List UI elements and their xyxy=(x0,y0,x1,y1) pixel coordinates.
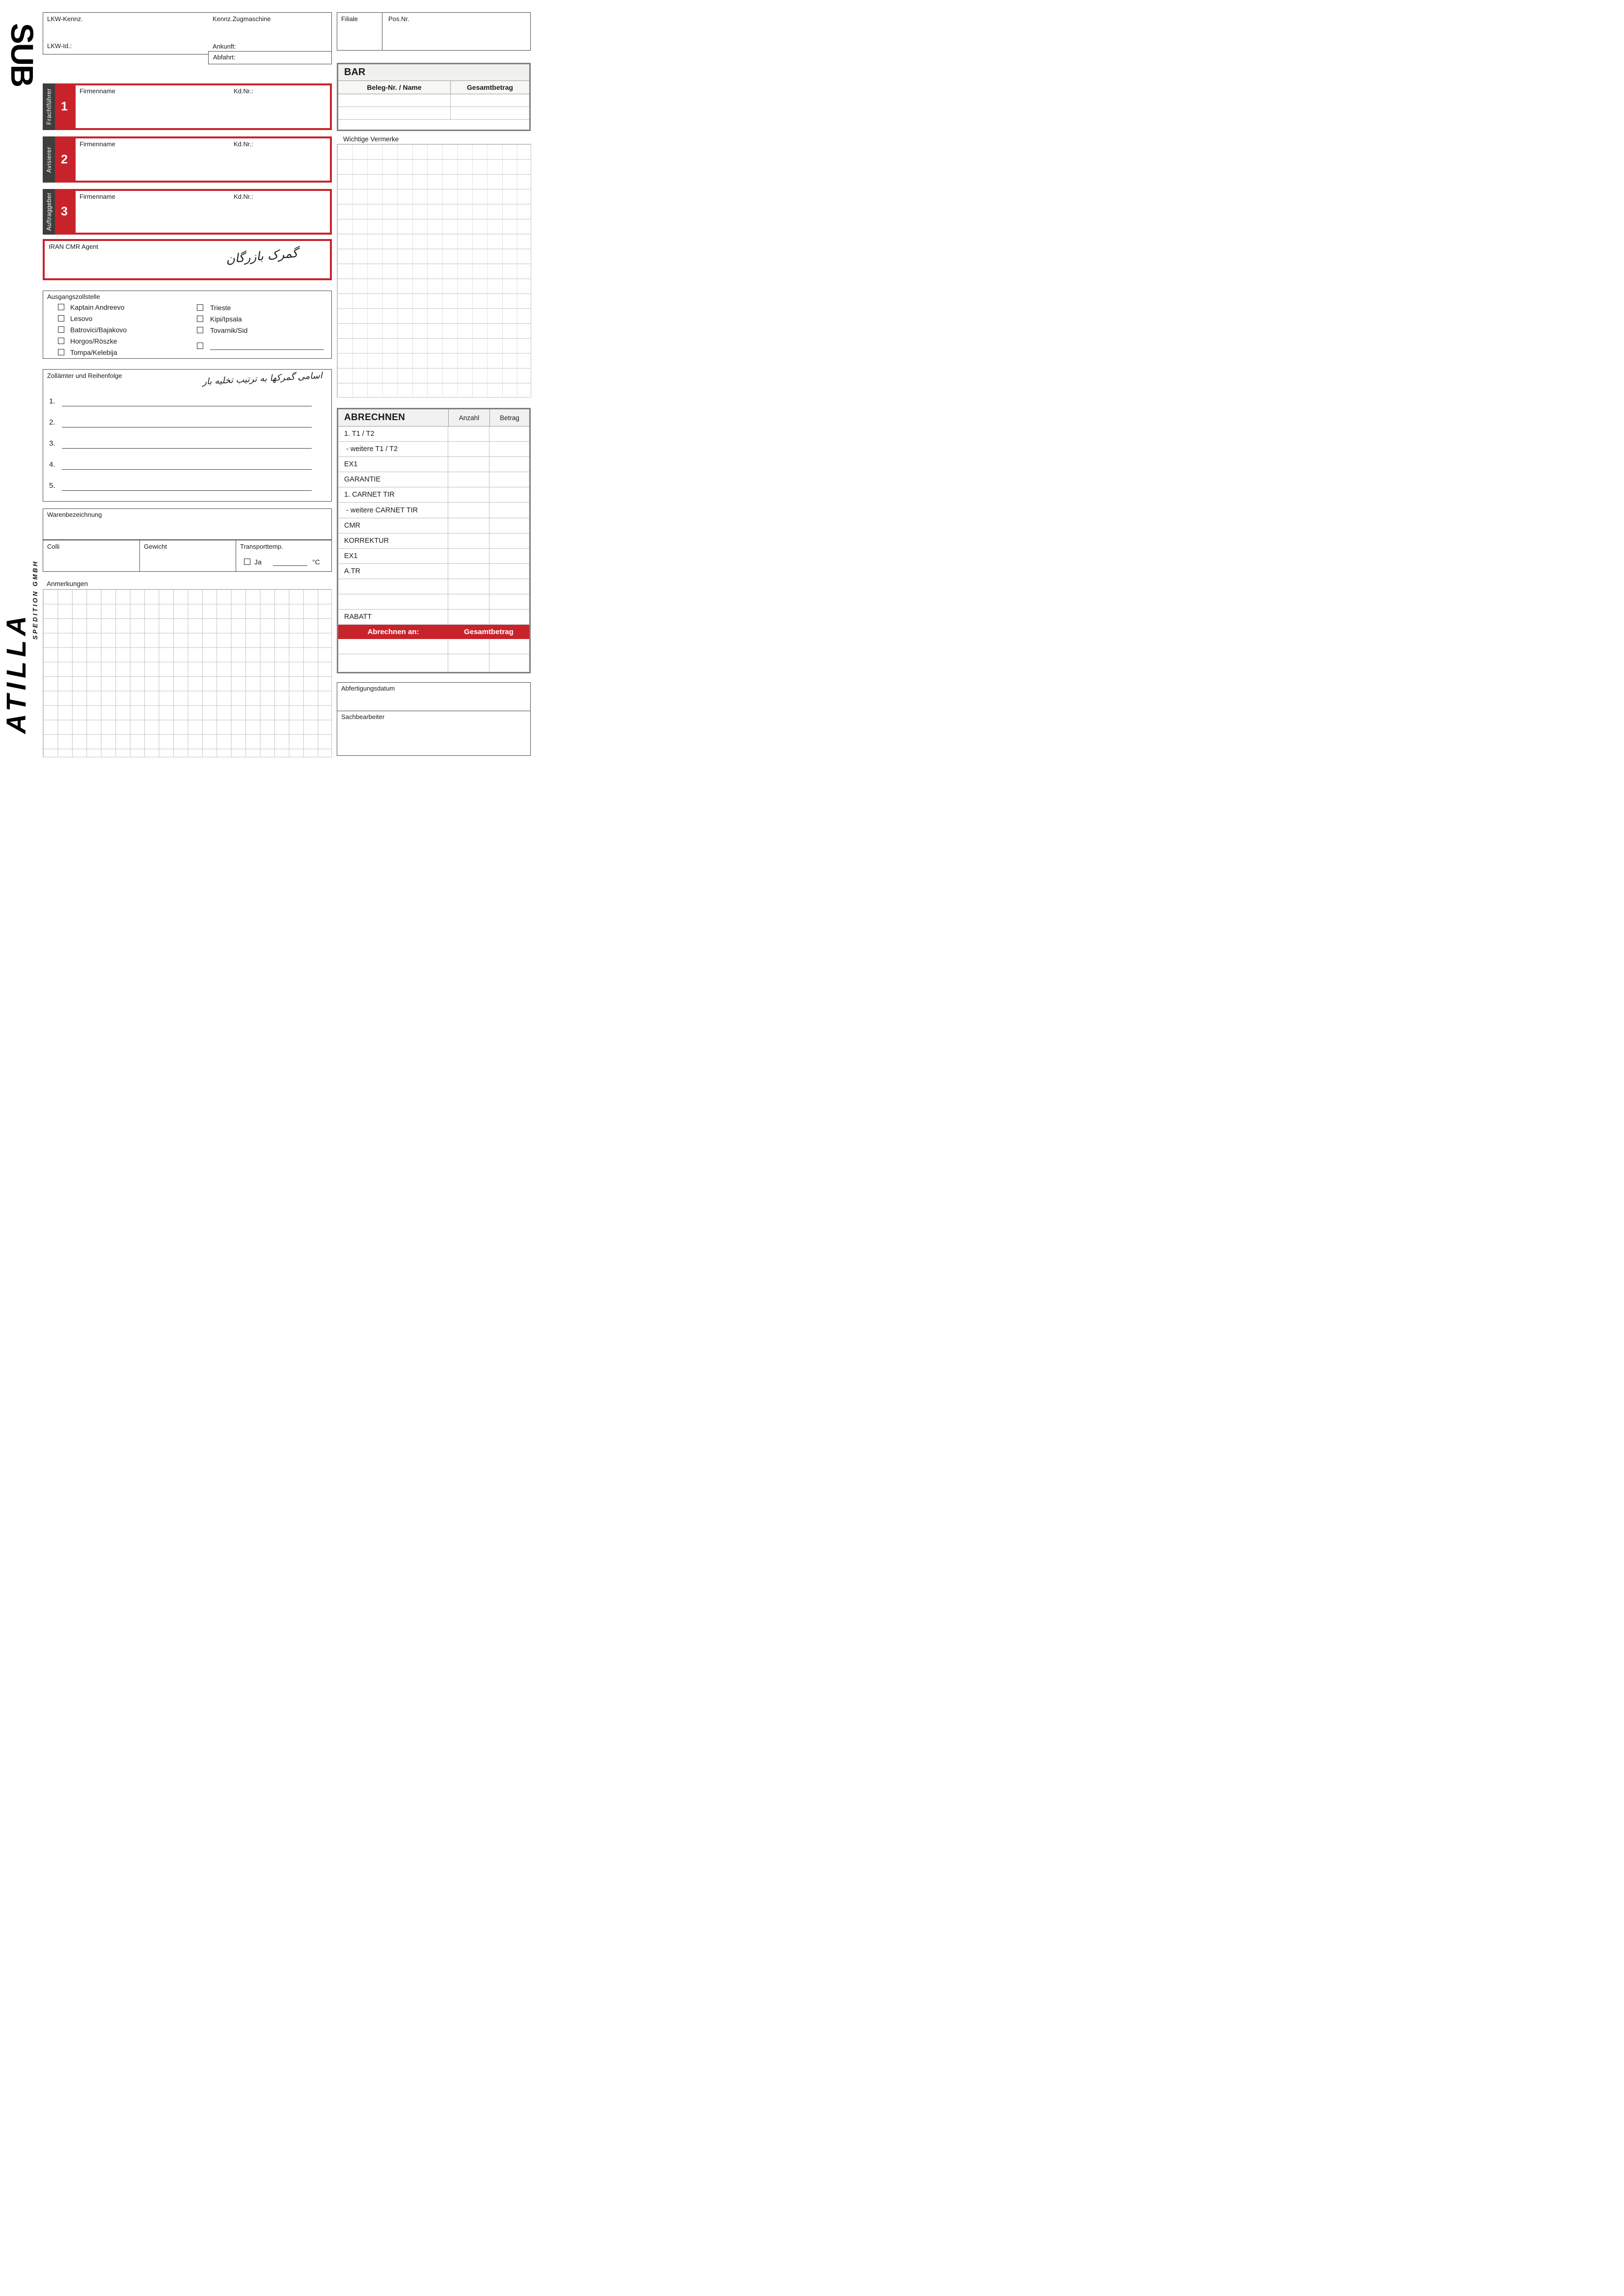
ausgangszollstelle-label: Ausgangszollstelle xyxy=(47,293,100,300)
betrag-cell[interactable] xyxy=(489,518,529,533)
anzahl-cell[interactable] xyxy=(448,639,489,654)
line-number: 2. xyxy=(49,418,55,427)
fee-row xyxy=(338,472,529,487)
abfahrt-label: Abfahrt: xyxy=(213,53,236,61)
fee-row xyxy=(338,610,529,625)
zollamt-line-3[interactable] xyxy=(62,448,312,449)
anzahl-cell[interactable] xyxy=(448,549,489,563)
betrag-cell[interactable] xyxy=(489,487,529,502)
sub-logo xyxy=(4,7,40,103)
transporttemp-field[interactable] xyxy=(236,540,331,571)
spedition-gmbh-label: SPEDITION GMBH xyxy=(31,560,39,640)
ankunft-label: Ankunft: xyxy=(213,43,236,50)
bar-table xyxy=(337,63,531,131)
iran-cmr-agent-field[interactable] xyxy=(43,239,332,280)
bar-row xyxy=(338,94,529,107)
checkbox-kipi-ipsala[interactable] xyxy=(197,316,203,322)
party-section-avisierer xyxy=(43,136,332,183)
filiale-posnr-box[interactable] xyxy=(337,12,531,51)
fee-row xyxy=(338,427,529,442)
pos-nr-label: Pos.Nr. xyxy=(388,15,409,23)
fee-row-label: KORREKTUR xyxy=(338,534,448,548)
fee-row-label: 1. T1 / T2 xyxy=(338,427,448,441)
anzahl-cell[interactable] xyxy=(448,518,489,533)
checkbox-lesovo[interactable] xyxy=(58,315,64,321)
betrag-cell[interactable] xyxy=(489,564,529,579)
fee-row xyxy=(338,487,529,503)
betrag-cell[interactable] xyxy=(489,442,529,456)
fee-row-label: GARANTIE xyxy=(338,472,448,487)
checkbox-tovarnik-sid[interactable] xyxy=(197,327,203,333)
wichtige-vermerke-label: Wichtige Vermerke xyxy=(343,135,399,143)
anmerkungen-grid[interactable] xyxy=(43,589,332,757)
abrechnen-header-row xyxy=(338,409,529,427)
checkbox-batrovici-bajakovo[interactable] xyxy=(58,326,64,333)
party-role-bar xyxy=(43,189,55,235)
zollaemter-label: Zollämter und Reihenfolge xyxy=(47,372,122,379)
option-label: Trieste xyxy=(210,304,231,312)
anzahl-cell[interactable] xyxy=(448,564,489,579)
ja-label: Ja xyxy=(254,558,262,566)
abrechnen-title: ABRECHNEN xyxy=(344,412,406,423)
colli-field[interactable] xyxy=(43,540,140,571)
line-number: 5. xyxy=(49,481,55,490)
filiale-label: Filiale xyxy=(341,15,358,23)
party-role-bar xyxy=(43,136,55,183)
anzahl-cell[interactable] xyxy=(448,654,489,672)
iran-agent-handwriting: گمرک بازرگان xyxy=(225,245,298,267)
abfertigungsdatum-label: Abfertigungsdatum xyxy=(341,685,395,692)
checkbox-trieste[interactable] xyxy=(197,304,203,311)
fee-row-label: - weitere T1 / T2 xyxy=(338,442,448,456)
gewicht-field[interactable] xyxy=(140,540,236,571)
zollaemter-box xyxy=(43,369,332,502)
anzahl-cell[interactable] xyxy=(448,594,489,609)
fee-row-label: RABATT xyxy=(338,610,448,624)
truck-header-box[interactable] xyxy=(43,12,332,54)
anzahl-cell[interactable] xyxy=(448,610,489,624)
warenbezeichnung-label: Warenbezeichnung xyxy=(47,511,102,518)
party-number-badge: 1 xyxy=(55,83,74,130)
betrag-cell[interactable] xyxy=(489,503,529,517)
anzahl-cell[interactable] xyxy=(448,427,489,441)
betrag-cell[interactable] xyxy=(489,427,529,441)
fee-row xyxy=(338,457,529,472)
party-role-bar xyxy=(43,83,55,130)
party-company-field[interactable] xyxy=(74,83,332,130)
cargo-details-row xyxy=(43,540,332,572)
bar-row xyxy=(338,107,529,120)
option-label: Tompa/Kelebija xyxy=(70,348,117,356)
atilla-logo-text: ATILLA xyxy=(0,611,31,734)
party-section-frachtfuehrer xyxy=(43,83,332,130)
freight-order-form xyxy=(0,0,541,765)
party-number-badge: 2 xyxy=(55,136,74,183)
transporttemp-label: Transporttemp. xyxy=(240,543,283,550)
betrag-cell[interactable] xyxy=(489,457,529,472)
fee-row-label xyxy=(338,579,448,594)
bar-betrag-cell[interactable] xyxy=(450,94,529,107)
bar-title: BAR xyxy=(338,64,529,81)
kd-nr-label: Kd.Nr.: xyxy=(234,140,253,148)
other-zollstelle-line[interactable] xyxy=(210,349,324,350)
party-company-field[interactable] xyxy=(74,189,332,235)
fee-row-label: CMR xyxy=(338,518,448,533)
bar-beleg-cell[interactable] xyxy=(338,94,450,107)
warenbezeichnung-field[interactable] xyxy=(43,508,332,540)
party-company-field[interactable] xyxy=(74,136,332,183)
anzahl-header: Anzahl xyxy=(448,409,489,426)
abfahrt-field[interactable] xyxy=(208,51,332,64)
ausgangszollstelle-box xyxy=(43,291,332,359)
checkbox-tompa-kelebija[interactable] xyxy=(58,349,64,355)
option-label: Kipi/Ipsala xyxy=(210,315,242,323)
firmenname-label: Firmenname xyxy=(80,140,115,148)
kennz-zugmaschine-label: Kennz.Zugmaschine xyxy=(213,15,271,23)
fee-row-label: A.TR xyxy=(338,564,448,579)
fee-row-label: EX1 xyxy=(338,457,448,472)
celsius-label: °C xyxy=(312,558,320,566)
fee-row xyxy=(338,518,529,534)
anzahl-cell[interactable] xyxy=(448,442,489,456)
gewicht-label: Gewicht xyxy=(144,543,167,550)
betrag-cell[interactable] xyxy=(489,534,529,548)
betrag-header: Betrag xyxy=(489,409,529,426)
sub-logo-text: SUB xyxy=(4,23,40,87)
option-label: Horgos/Röszke xyxy=(70,337,117,345)
fee-row-label xyxy=(338,639,448,654)
anzahl-cell[interactable] xyxy=(448,472,489,487)
lkw-id-label: LKW-Id.: xyxy=(47,42,72,50)
betrag-cell[interactable] xyxy=(489,594,529,609)
option-label: Kaptain Andreevo xyxy=(70,303,125,311)
lkw-kennz-label: LKW-Kennz. xyxy=(47,15,83,23)
line-number: 4. xyxy=(49,460,55,469)
party-role-label: Auftraggeber xyxy=(45,192,53,231)
betrag-cell[interactable] xyxy=(489,472,529,487)
betrag-cell[interactable] xyxy=(489,654,529,672)
fee-row xyxy=(338,579,529,594)
anzahl-cell[interactable] xyxy=(448,579,489,594)
iran-cmr-agent-label: IRAN CMR Agent xyxy=(49,243,99,250)
party-number-badge: 3 xyxy=(55,189,74,235)
sachbearbeiter-label: Sachbearbeiter xyxy=(341,713,385,721)
fee-row xyxy=(338,639,529,654)
abrechnen-table xyxy=(337,408,531,673)
fee-row xyxy=(338,442,529,457)
party-role-label: Frachtführer xyxy=(45,88,53,125)
party-section-auftraggeber xyxy=(43,189,332,235)
wichtige-vermerke-grid[interactable] xyxy=(337,144,531,398)
colli-label: Colli xyxy=(47,543,60,550)
gesamtbetrag-label: Gesamtbetrag xyxy=(464,628,514,637)
fee-row xyxy=(338,594,529,610)
option-label: Tovarnik/Sid xyxy=(210,326,248,334)
bar-col-beleg-header: Beleg-Nr. / Name xyxy=(367,83,422,91)
checkbox-other[interactable] xyxy=(197,343,203,349)
kd-nr-label: Kd.Nr.: xyxy=(234,87,253,95)
anzahl-cell[interactable] xyxy=(448,503,489,517)
option-label: Batrovici/Bajakovo xyxy=(70,326,127,334)
checkbox-horgos-roeszke[interactable] xyxy=(58,338,64,344)
fee-row xyxy=(338,654,529,672)
fee-row-label xyxy=(338,654,448,672)
anmerkungen-label: Anmerkungen xyxy=(47,580,88,587)
betrag-cell[interactable] xyxy=(489,579,529,594)
firmenname-label: Firmenname xyxy=(80,193,115,200)
fee-row-label: - weitere CARNET TIR xyxy=(338,503,448,517)
temp-value-line[interactable] xyxy=(273,565,307,566)
anzahl-cell[interactable] xyxy=(448,487,489,502)
fee-row-label: EX1 xyxy=(338,549,448,563)
kd-nr-label: Kd.Nr.: xyxy=(234,193,253,200)
abrechnen-an-label: Abrechnen an: xyxy=(367,628,419,637)
bar-betrag-cell[interactable] xyxy=(450,107,529,119)
firmenname-label: Firmenname xyxy=(80,87,115,95)
abrechnen-total-band xyxy=(338,625,529,639)
zollamt-line-5[interactable] xyxy=(62,490,312,491)
option-label: Lesovo xyxy=(70,315,93,322)
sachbearbeiter-field[interactable] xyxy=(337,711,531,756)
atilla-logo xyxy=(0,581,31,764)
checkbox-kaptain-andreevo[interactable] xyxy=(58,304,64,310)
fee-row xyxy=(338,534,529,549)
fee-row xyxy=(338,549,529,564)
zollamt-line-4[interactable] xyxy=(62,469,312,470)
spedition-gmbh-text xyxy=(28,539,41,661)
abfertigungsdatum-field[interactable] xyxy=(337,682,531,711)
fee-row-label: 1. CARNET TIR xyxy=(338,487,448,502)
bar-beleg-cell[interactable] xyxy=(338,107,450,119)
anzahl-cell[interactable] xyxy=(448,457,489,472)
fee-row-label xyxy=(338,594,448,609)
bar-header-row xyxy=(338,81,529,94)
party-role-label: Avisierer xyxy=(45,146,53,173)
fee-row xyxy=(338,503,529,518)
anzahl-cell[interactable] xyxy=(448,534,489,548)
betrag-cell[interactable] xyxy=(489,610,529,624)
bar-col-gesamt-header: Gesamtbetrag xyxy=(450,81,529,94)
checkbox-temp-ja[interactable] xyxy=(244,559,250,565)
line-number: 1. xyxy=(49,397,55,405)
betrag-cell[interactable] xyxy=(489,639,529,654)
line-number: 3. xyxy=(49,439,55,448)
zollaemter-handwriting: اسامی گمرکها به ترتیب تخلیه بار xyxy=(202,370,323,387)
fee-row xyxy=(338,564,529,579)
betrag-cell[interactable] xyxy=(489,549,529,563)
